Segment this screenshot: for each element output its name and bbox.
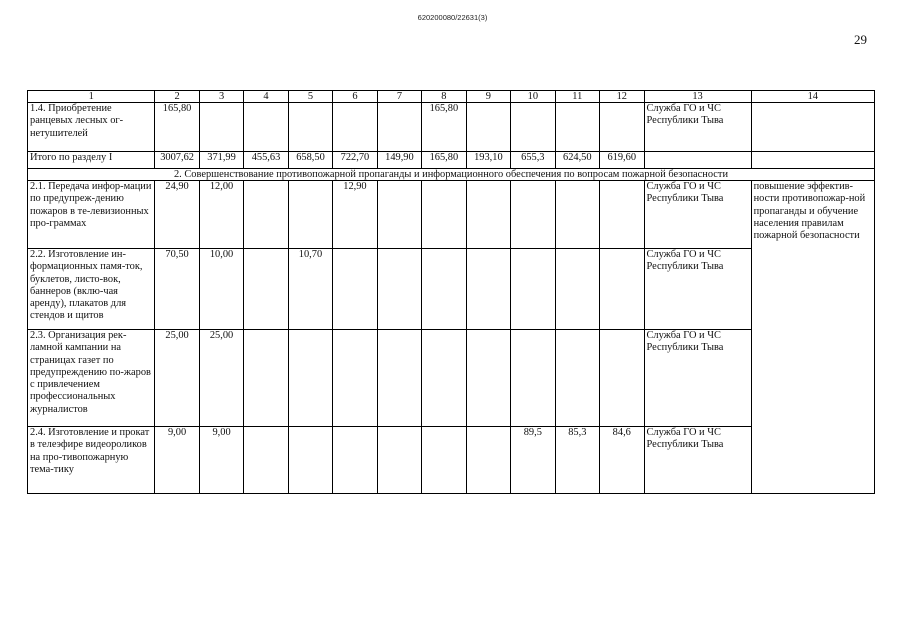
table-cell <box>600 249 644 330</box>
table-cell <box>288 181 332 249</box>
column-header: 2 <box>155 91 199 103</box>
table-cell <box>600 103 644 152</box>
executor-cell: Служба ГО и ЧС Республики Тыва <box>644 249 751 330</box>
table-cell <box>244 249 288 330</box>
table-cell <box>422 330 466 427</box>
row-name: 2.4. Изготовление и прокат в телеэфире видеороликов на про-тивопожарную тема-тику <box>28 427 155 494</box>
table-cell <box>644 152 751 169</box>
table-cell <box>466 103 510 152</box>
table-cell: 70,50 <box>155 249 199 330</box>
total-value: 619,60 <box>600 152 644 169</box>
table-cell <box>422 427 466 494</box>
column-header: 10 <box>511 91 555 103</box>
row-name: 1.4. Приобретение ранцевых лесных ог-нетушителей <box>28 103 155 152</box>
table-cell: 25,00 <box>199 330 243 427</box>
total-row <box>28 152 875 169</box>
table-row <box>28 330 875 427</box>
table-cell <box>288 330 332 427</box>
executor-cell: Служба ГО и ЧС Республики Тыва <box>644 427 751 494</box>
column-header: 9 <box>466 91 510 103</box>
column-header: 8 <box>422 91 466 103</box>
table-cell <box>600 181 644 249</box>
row-name: 2.1. Передача инфор-мации по предупреж-дению пожаров в те-левизионных про-граммах <box>28 181 155 249</box>
table-cell: 85,3 <box>555 427 599 494</box>
table-cell <box>377 181 421 249</box>
table-cell <box>377 427 421 494</box>
table-cell <box>244 330 288 427</box>
table-cell <box>466 427 510 494</box>
executor-cell: Служба ГО и ЧС Республики Тыва <box>644 103 751 152</box>
table-cell: 9,00 <box>155 427 199 494</box>
row-name: 2.2. Изготовление ин-формационных памя-ток, буклетов, листо-вок, баннеров (вклю-чая аренду), плакатов для стендов и щитов <box>28 249 155 330</box>
table-cell <box>511 330 555 427</box>
table-cell: 24,90 <box>155 181 199 249</box>
table-cell <box>333 103 377 152</box>
table-cell <box>511 181 555 249</box>
executor-cell: Служба ГО и ЧС Республики Тыва <box>644 330 751 427</box>
table-cell: 10,70 <box>288 249 332 330</box>
table-cell <box>466 249 510 330</box>
table-cell <box>422 249 466 330</box>
table-cell <box>333 427 377 494</box>
table-cell <box>244 427 288 494</box>
table-row <box>28 181 875 249</box>
total-value: 165,80 <box>422 152 466 169</box>
table-cell <box>199 103 243 152</box>
column-header: 14 <box>751 91 874 103</box>
table-cell: 165,80 <box>422 103 466 152</box>
column-header: 4 <box>244 91 288 103</box>
table-cell <box>333 330 377 427</box>
page-number: 29 <box>854 32 867 47</box>
total-value: 455,63 <box>244 152 288 169</box>
column-header: 5 <box>288 91 332 103</box>
table-cell: 10,00 <box>199 249 243 330</box>
total-value: 722,70 <box>333 152 377 169</box>
table-cell: 9,00 <box>199 427 243 494</box>
table-cell <box>377 103 421 152</box>
table-cell <box>244 181 288 249</box>
table-cell: 165,80 <box>155 103 199 152</box>
program-table <box>27 90 875 494</box>
total-value: 149,90 <box>377 152 421 169</box>
table-row <box>28 103 875 152</box>
table-cell: 25,00 <box>155 330 199 427</box>
table-cell <box>555 181 599 249</box>
table-cell: 89,5 <box>511 427 555 494</box>
table-cell <box>288 427 332 494</box>
table-cell <box>422 181 466 249</box>
total-value: 371,99 <box>199 152 243 169</box>
total-label: Итого по разделу I <box>28 152 155 169</box>
column-number-row <box>28 91 875 103</box>
table-cell <box>555 103 599 152</box>
table-cell <box>466 330 510 427</box>
total-value: 193,10 <box>466 152 510 169</box>
column-header: 1 <box>28 91 155 103</box>
total-value: 655,3 <box>511 152 555 169</box>
total-value: 658,50 <box>288 152 332 169</box>
table-cell: 12,90 <box>333 181 377 249</box>
table-cell <box>555 330 599 427</box>
column-header: 3 <box>199 91 243 103</box>
table-cell <box>333 249 377 330</box>
document-id: 620200080/22631(3) <box>417 13 488 22</box>
section-title-row <box>28 169 875 181</box>
table-cell <box>466 181 510 249</box>
table-cell <box>751 103 874 152</box>
table-row <box>28 249 875 330</box>
table-cell: 84,6 <box>600 427 644 494</box>
table-cell <box>555 249 599 330</box>
section-title: 2. Совершенствование противопожарной пропаганды и информационного обеспечения по вопросам пожарной безопасности <box>28 169 875 181</box>
table-cell <box>600 330 644 427</box>
table-cell <box>511 249 555 330</box>
total-value: 3007,62 <box>155 152 199 169</box>
column-header: 6 <box>333 91 377 103</box>
column-header: 12 <box>600 91 644 103</box>
table-cell <box>377 249 421 330</box>
column-header: 13 <box>644 91 751 103</box>
column-header: 11 <box>555 91 599 103</box>
table-cell <box>244 103 288 152</box>
table-row <box>28 427 875 494</box>
executor-cell: Служба ГО и ЧС Республики Тыва <box>644 181 751 249</box>
table-cell <box>377 330 421 427</box>
table-cell: 12,00 <box>199 181 243 249</box>
table-cell <box>511 103 555 152</box>
table-cell <box>288 103 332 152</box>
row-name: 2.3. Организация рек-ламной кампании на страницах газет по предупреждению по-жаров с привлечением профессиональных журналистов <box>28 330 155 427</box>
column-header: 7 <box>377 91 421 103</box>
table-cell <box>751 152 874 169</box>
expected-result: повышение эффектив-ности противопожар-ной пропаганды и обучение населения правилам пожарной безопасности <box>751 181 874 494</box>
total-value: 624,50 <box>555 152 599 169</box>
